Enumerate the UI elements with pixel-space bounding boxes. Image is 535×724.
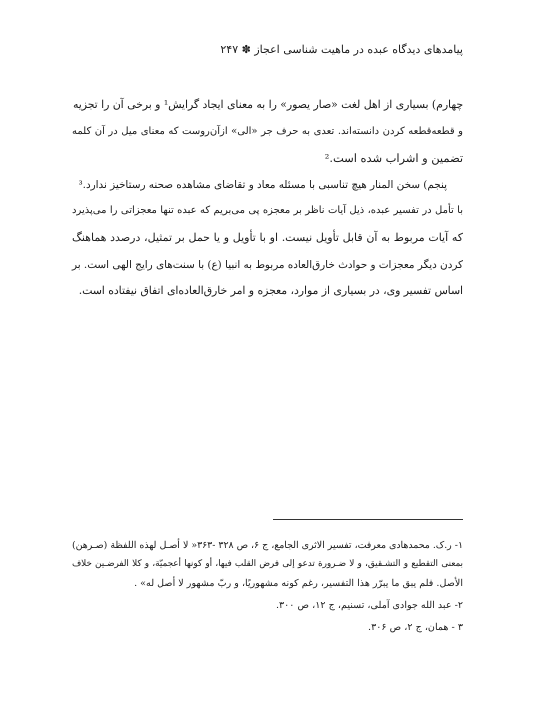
body-line: پنجم) سخن المنار هیچ تناسبی با مسئله معاد و تقاضای مشاهده صحنه رستاخیز ندارد.³ xyxy=(78,178,447,191)
body-line: و قطعه‌قطعه کردن دانسته‌اند. تعدی به حرف جر «الی» ازآن‌روست که معنای میل در آن کلمه xyxy=(72,125,463,137)
footnote-line: الأصل. فلم یبق ما یبرّر هذا التفسیر، رغم کونه مشهوریًا، و ربّ مشهور لا أصل له» . xyxy=(134,578,463,589)
footnote-line: ۳ - همان، ج ۲، ص ۳۰۶. xyxy=(368,622,463,633)
body-text xyxy=(72,92,463,305)
body-line: که آیات مربوط به آن قابل تأویل نیست. او با تأویل و یا حمل بر تمثیل، درصدد هماهنگ xyxy=(72,230,463,244)
body-line: کردن دیگر معجزات و حوادث خارق‌العاده مربوط به انبیا (ع) با سنت‌های رایج الهی است. بر xyxy=(72,258,463,271)
footnote-line: ۲- عبد الله جوادی آملی، تسنیم، ج ۱۲، ص ۳۰۰. xyxy=(275,600,463,611)
running-head: پیامدهای دیدگاه عبده در ماهیت شناسی اعجاز ✽ ۲۴۷ xyxy=(220,43,463,56)
footnotes xyxy=(72,536,463,637)
footnote-line: ۱- ر.ک. محمدهادی معرفت، تفسیر الاثری الجامع، ج ۶، ص ۳۲۸ -۳۶۳« لا أصـل لهذه اللفظة (صـرهن) xyxy=(72,540,463,551)
body-line: چهارم) بسیاری از اهل لغت «صار یصور» را به معنای ایجاد گرایش¹ و برخی آن را تجزیه xyxy=(72,98,463,111)
footnote-line: بمعنی التقطیع و التشـقیق، و لا ضـرورة تدعو إلی فرض القلب فیها، أو کونها أعجمیّة، و کلا الفرضـین خلاف xyxy=(72,559,463,569)
body-line: با تأمل در تفسیر عبده، ذیل آیات ناظر بر معجزه پی می‌بریم که عبده تنها معجزاتی را می‌پذیرد xyxy=(72,205,463,217)
body-line: تضمین و اشراب شده است.² xyxy=(324,151,463,166)
footnote-separator xyxy=(273,519,463,520)
body-line: اساس تفسیر وی، در بسیاری از موارد، معجزه و امر خارق‌العاده‌ای اتفاق نیفتاده است. xyxy=(78,284,463,298)
